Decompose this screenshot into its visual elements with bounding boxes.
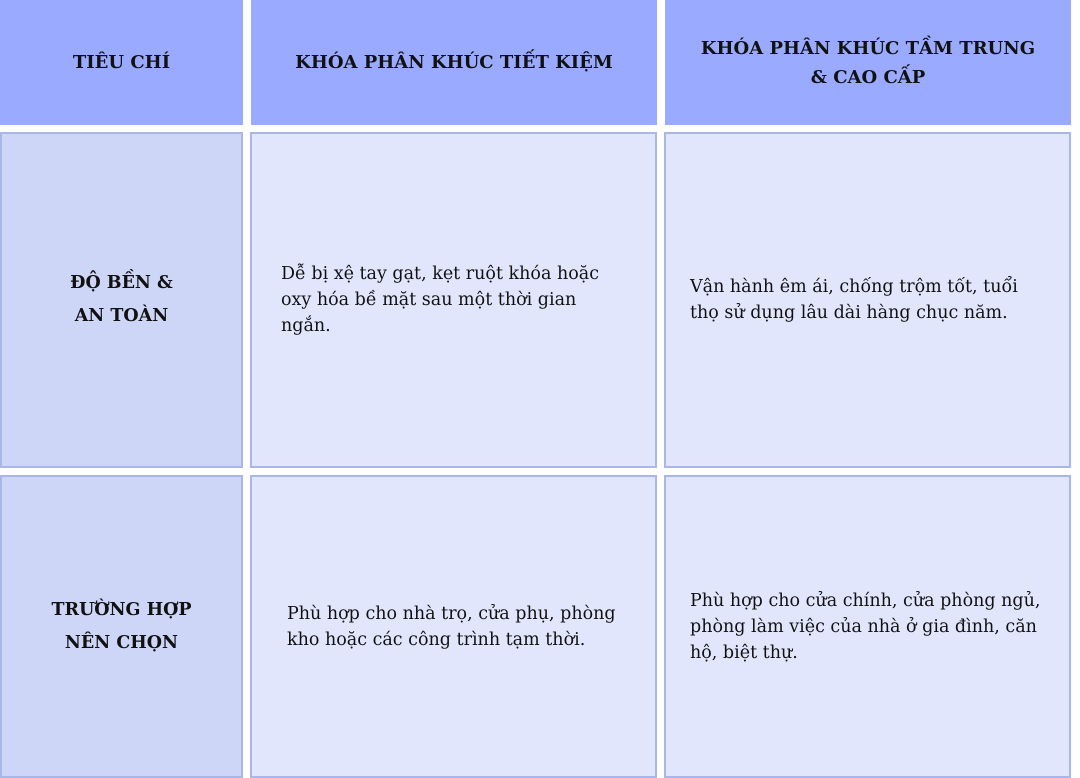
row-durability-criteria-label (70, 267, 173, 333)
row-durability-premium-text: Vận hành êm ái, chống trộm tốt, tuổi thọ sử dụng lâu dài hàng chục năm. (690, 277, 1018, 323)
header-premium-label (701, 34, 1035, 92)
row-usecase-criteria-line1: TRƯỜNG HỢP (51, 599, 192, 620)
header-budget (251, 0, 657, 125)
header-criteria-label: TIÊU CHÍ (72, 52, 171, 73)
row-durability-budget (250, 132, 657, 468)
header-premium-line1: KHÓA PHÂN KHÚC TẦM TRUNG (700, 37, 1036, 59)
header-budget-label: KHÓA PHÂN KHÚC TIẾT KIỆM (295, 52, 613, 73)
header-premium (665, 0, 1071, 125)
row-durability-criteria-line1: ĐỘ BỀN & (70, 273, 173, 293)
row-usecase-premium-text: Phù hợp cho cửa chính, cửa phòng ngủ, phòng làm việc của nhà ở gia đình, căn hộ, biệt thự. (690, 590, 1041, 663)
row-usecase-criteria-label (51, 594, 191, 660)
row-durability-premium (664, 132, 1071, 468)
header-criteria (0, 0, 243, 125)
row-durability-criteria (0, 132, 243, 468)
row-usecase-premium (664, 475, 1071, 778)
row-durability-criteria-line2: AN TOÀN (74, 306, 169, 326)
row-usecase-budget-text: Phù hợp cho nhà trọ, cửa phụ, phòng kho hoặc các công trình tạm thời. (287, 603, 616, 650)
row-durability-budget-text: Dễ bị xệ tay gạt, kẹt ruột khóa hoặc oxy hóa bề mặt sau một thời gian ngắn. (281, 264, 599, 336)
row-usecase-criteria-line2: NÊN CHỌN (64, 632, 179, 653)
row-usecase-budget (250, 475, 657, 778)
header-premium-line2: & CAO CẤP (810, 66, 926, 88)
row-usecase-criteria (0, 475, 243, 778)
